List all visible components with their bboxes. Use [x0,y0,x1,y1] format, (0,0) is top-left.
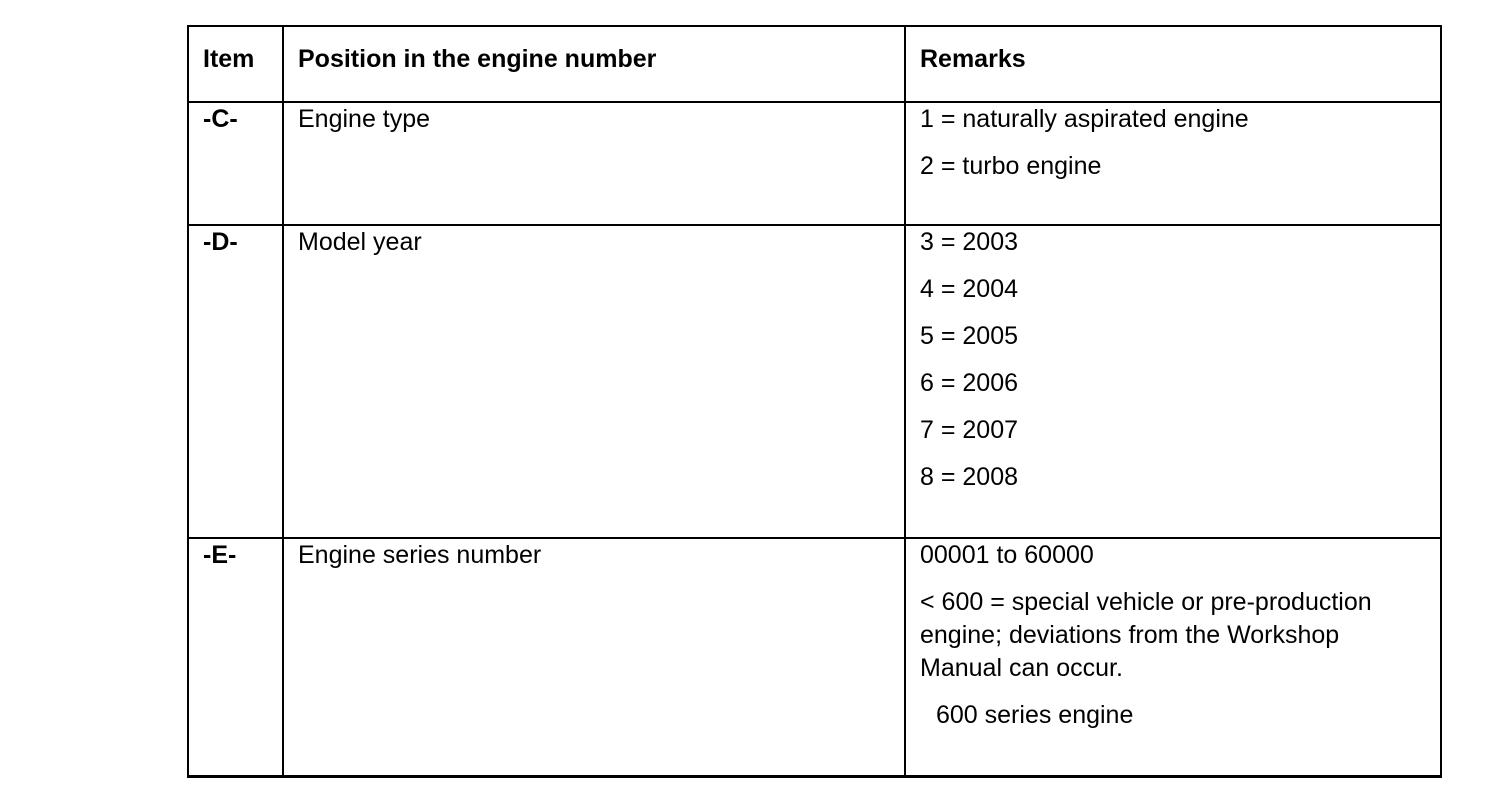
engine-number-table [187,25,1442,778]
remark-line: 600 series engine [936,701,1134,729]
table-row [188,102,1441,225]
header-item: Item [188,26,283,102]
remark-line: 4 = 2004 [920,275,1019,303]
remark-line: 7 = 2007 [920,416,1019,444]
row-item: -C- [188,102,283,225]
row-item: -E- [188,538,283,776]
remark-line: 6 = 2006 [920,369,1019,397]
remark-line: 1 = naturally aspirated engine [920,105,1249,133]
row-remarks [905,225,1441,538]
row-position: Engine type [283,102,905,225]
row-remarks [905,538,1441,776]
row-position: Engine series number [283,538,905,776]
remark-line: 8 = 2008 [920,463,1019,491]
row-item: -D- [188,225,283,538]
row-remarks [905,102,1441,225]
remark-line: 3 = 2003 [920,228,1019,256]
table-header-row [188,26,1441,102]
table-row [188,538,1441,776]
remark-line: < 600 = special vehicle or pre-production engine; deviations from the Workshop Manual can occur. [920,588,1372,682]
remark-line: 5 = 2005 [920,322,1019,350]
header-remarks: Remarks [905,26,1441,102]
table-row [188,225,1441,538]
remark-line: 00001 to 60000 [920,541,1094,569]
remark-line: 2 = turbo engine [920,152,1102,180]
header-position: Position in the engine number [283,26,905,102]
row-position: Model year [283,225,905,538]
